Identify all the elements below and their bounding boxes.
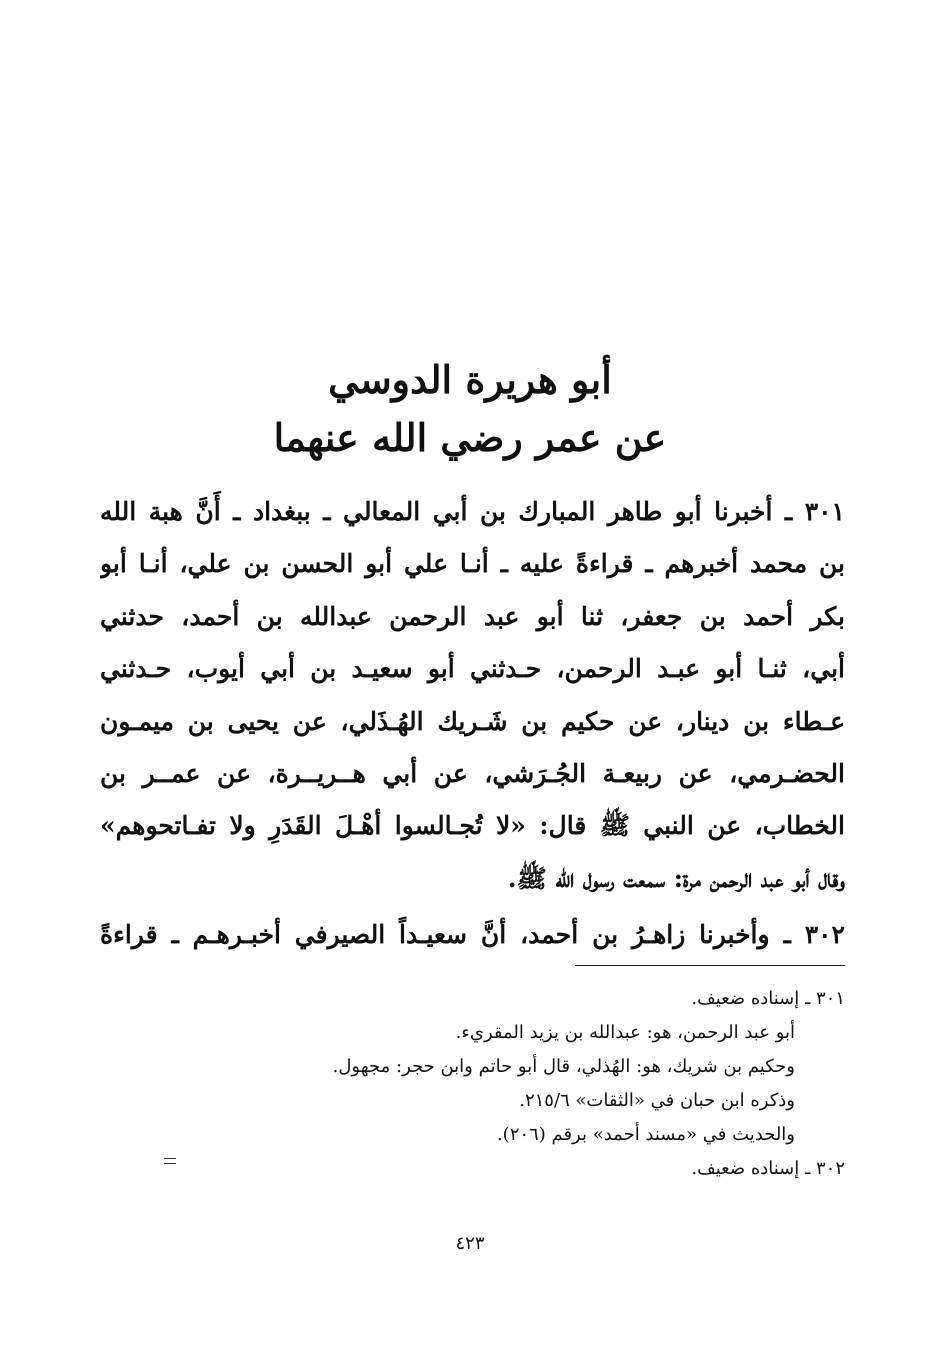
body-line: عـطاء بن دينار، عن حكيم بن شَـريك الهُـذَلي، عن يحيى بن ميمـون bbox=[100, 706, 845, 736]
footnote-line: أبو عبد الرحمن، هو: عبدالله بن يزيد المقريء. bbox=[455, 1022, 795, 1043]
body-line: الخطاب، عن النبي ﷺ قال: «لا تُجـالسوا أهْـلَ القَدَرِ ولا تفـاتحوهم» bbox=[100, 811, 845, 841]
chapter-heading-line-1: أبو هريرة الدوسي bbox=[328, 357, 612, 402]
body-line: بن محمد أخبرهم ـ قراءةً عليه ـ أنـا علي أبو الحسن بن علي، أنـا أبو bbox=[100, 549, 845, 579]
body-line: بكر أحمد بن جعفر، ثنا أبو عبد الرحمن عبدالله بن أحمد، حدثني bbox=[100, 601, 845, 631]
footnotes bbox=[150, 982, 845, 1186]
scan-mark bbox=[164, 1156, 176, 1166]
footnote-line: ٣٠١ ـ إسناده ضعيف. bbox=[691, 988, 845, 1009]
main-text bbox=[100, 486, 845, 962]
footnote-line: وحكيم بن شريك، هو: الهُذلي، قال أبو حاتم وابن حجر: مجهول. bbox=[332, 1056, 795, 1077]
body-line: أبي، ثنـا أبو عبـد الرحمن، حـدثني أبو سعيـد بن أبي أيوب، حـدثني bbox=[100, 654, 845, 684]
chapter-heading-line-2: عن عمر رضي الله عنهما bbox=[273, 415, 667, 460]
body-line: الحضـرمي، عن ربيعـة الجُـرَشي، عن أبي هــريــرة، عن عمــر بن bbox=[100, 758, 845, 788]
body-line: ٣٠١ ـ أخبرنا أبو طاهر المبارك بن أبي المعالي ـ ببغداد ـ أَنَّ هبة الله bbox=[100, 497, 845, 526]
footnote-line: وذكره ابن حبان في «الثقات» ٢١٥/٦. bbox=[519, 1090, 795, 1111]
page-number: ٤٢٣ bbox=[455, 1233, 485, 1254]
body-line: وقال أبو عبد الرحمن مرة: سمعت رسول الله ﷺ. bbox=[507, 863, 845, 893]
body-line: ٣٠٢ ـ وأخبرنا زاهـرُ بن أحمد، أنَّ سعيـداً الصيرفي أخبـرهـم ـ قراءةً bbox=[100, 920, 845, 950]
footnote-divider bbox=[575, 965, 845, 966]
footnote-line: والحديث في «مسند أحمد» برقم (٢٠٦). bbox=[496, 1124, 795, 1145]
footnote-line: ٣٠٢ ـ إسناده ضعيف. bbox=[691, 1158, 845, 1179]
